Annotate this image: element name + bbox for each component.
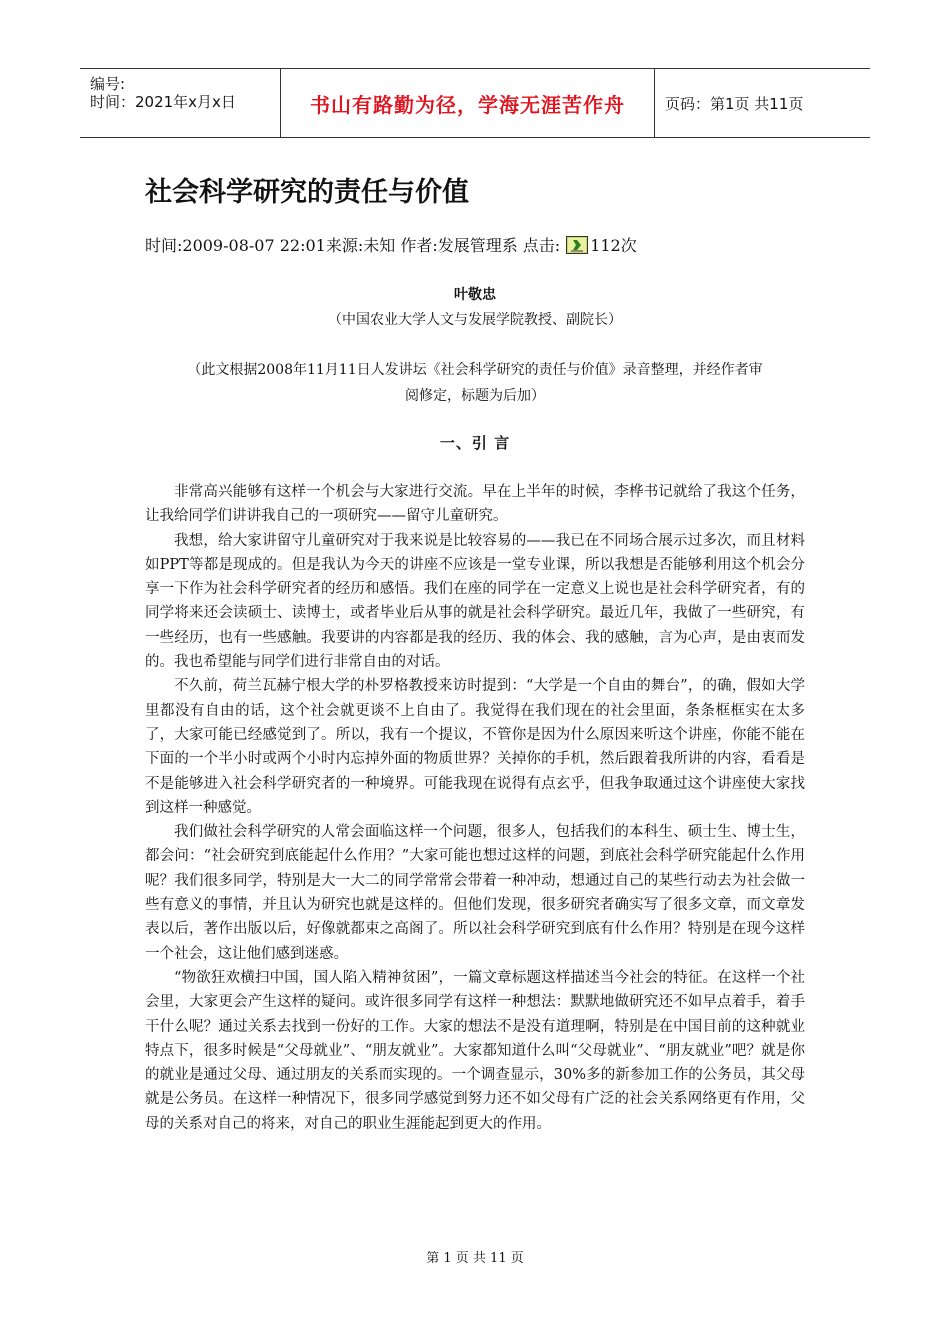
header-number-label: 编号: bbox=[90, 75, 126, 93]
source-note-line2: 阅修定，标题为后加） bbox=[405, 388, 545, 404]
paragraph: 我想，给大家讲留守儿童研究对于我来说是比较容易的——我已在不同场合展示过多次，而且材料如PPT等都是现成的。但是我认为今天的讲座不应该是一堂专业课，所以我想是否能够利用这个机会分享一下作为社会科学研究者的经历和感悟。我们在座的同学在一定意义上说也是社会科学研究者，有的同学将来还会读硕士、读博士，或者毕业后从事的就是社会科学研究。最近几年，我做了一些研究，有一些经历，也有一些感触。我要讲的内容都是我的经历、我的体会、我的感触，言为心声，是由衷而发的。我也希望能与同学们进行非常自由的对话。 bbox=[145, 532, 805, 671]
header-page-info: 页码：第1页 共11页 bbox=[665, 94, 804, 113]
header-motto-cell bbox=[281, 69, 655, 137]
header-time-label: 时间：2021年x月x日 bbox=[90, 93, 236, 111]
article-body bbox=[145, 480, 805, 1136]
paragraph: 不久前，荷兰瓦赫宁根大学的朴罗格教授来访时提到：“大学是一个自由的舞台”，的确，假如大学里都没有自由的话，这个社会就更谈不上自由了。我觉得在我们现在的社会里面，条条框框实在太多了，大家可能已经感觉到了。所以，我有一个提议，不管你是因为什么原因来听这个讲座，你能不能在下面的一个半小时或两个小时内忘掉外面的物质世界？关掉你的手机，然后跟着我所讲的内容，看看是不是能够进入社会科学研究者的一种境界。可能我现在说得有点玄乎，但我争取通过这个讲座使大家找到这样一种感觉。 bbox=[145, 678, 805, 816]
article-meta bbox=[145, 233, 637, 256]
section-heading: 一、引 言 bbox=[439, 434, 511, 452]
paragraph: 我们做社会科学研究的人常会面临这样一个问题，很多人，包括我们的本科生、硕士生、博士生，都会问：“社会研究到底能起什么作用？”大家可能也想过这样的问题，到底社会科学研究能起什么作用呢？我们很多同学，特别是大一大二的同学常常会带着一种冲动，想通过自己的某些行动去为社会做一些有意义的事情，并且认为研究也就是这样的。但他们发现，很多研究者确实写了很多文章，而文章发表以后，著作出版以后，好像就都束之高阁了。所以社会科学研究到底有什么作用？特别是在现今这样一个社会，这让他们感到迷惑。 bbox=[145, 824, 805, 962]
paragraph: 非常高兴能够有这样一个机会与大家进行交流。早在上半年的时候，李桦书记就给了我这个任务，让我给同学们讲讲我自己的一项研究——留守儿童研究。 bbox=[145, 484, 805, 525]
source-note bbox=[145, 357, 805, 409]
author-name: 叶敬忠 bbox=[454, 287, 496, 303]
clicks-icon bbox=[566, 236, 588, 254]
header-motto: 书山有路勤为径，学海无涯苦作舟 bbox=[310, 92, 625, 117]
paragraph: “物欲狂欢横扫中国，国人陷入精神贫困”，一篇文章标题这样描述当今社会的特征。在这样一个社会里，大家更会产生这样的疑问。或许很多同学有这样一种想法：默默地做研究还不如早点着手，着手干什么呢？通过关系去找到一份好的工作。大家的想法不是没有道理啊，特别是在中国目前的这种就业特点下，很多时候是“父母就业”、“朋友就业”。大家都知道什么叫“父母就业”、“朋友就业”吧？就是你的就业是通过父母、通过朋友的关系而实现的。一个调查显示，30%多的新参加工作的公务员，其父母就是公务员。在这样一种情况下，很多同学感觉到努力还不如父母有广泛的社会关系网络更有作用，父母的关系对自己的将来，对自己的职业生涯能起到更大的作用。 bbox=[145, 969, 805, 1132]
article-meta-text: 时间:2009-08-07 22:01来源:未知 作者:发展管理系 点击: bbox=[145, 236, 561, 255]
document-header-table bbox=[80, 68, 870, 138]
article-clicks-count: 112次 bbox=[590, 236, 637, 255]
author-affiliation: （中国农业大学人文与发展学院教授、副院长） bbox=[328, 312, 622, 328]
article-title: 社会科学研究的责任与价值 bbox=[145, 177, 469, 208]
header-left-cell bbox=[80, 69, 281, 137]
source-note-line1: （此文根据2008年11月11日人发讲坛《社会科学研究的责任与价值》录音整理，并经作者审 bbox=[187, 362, 763, 378]
page-footer: 第 1 页 共 11 页 bbox=[426, 1251, 524, 1266]
